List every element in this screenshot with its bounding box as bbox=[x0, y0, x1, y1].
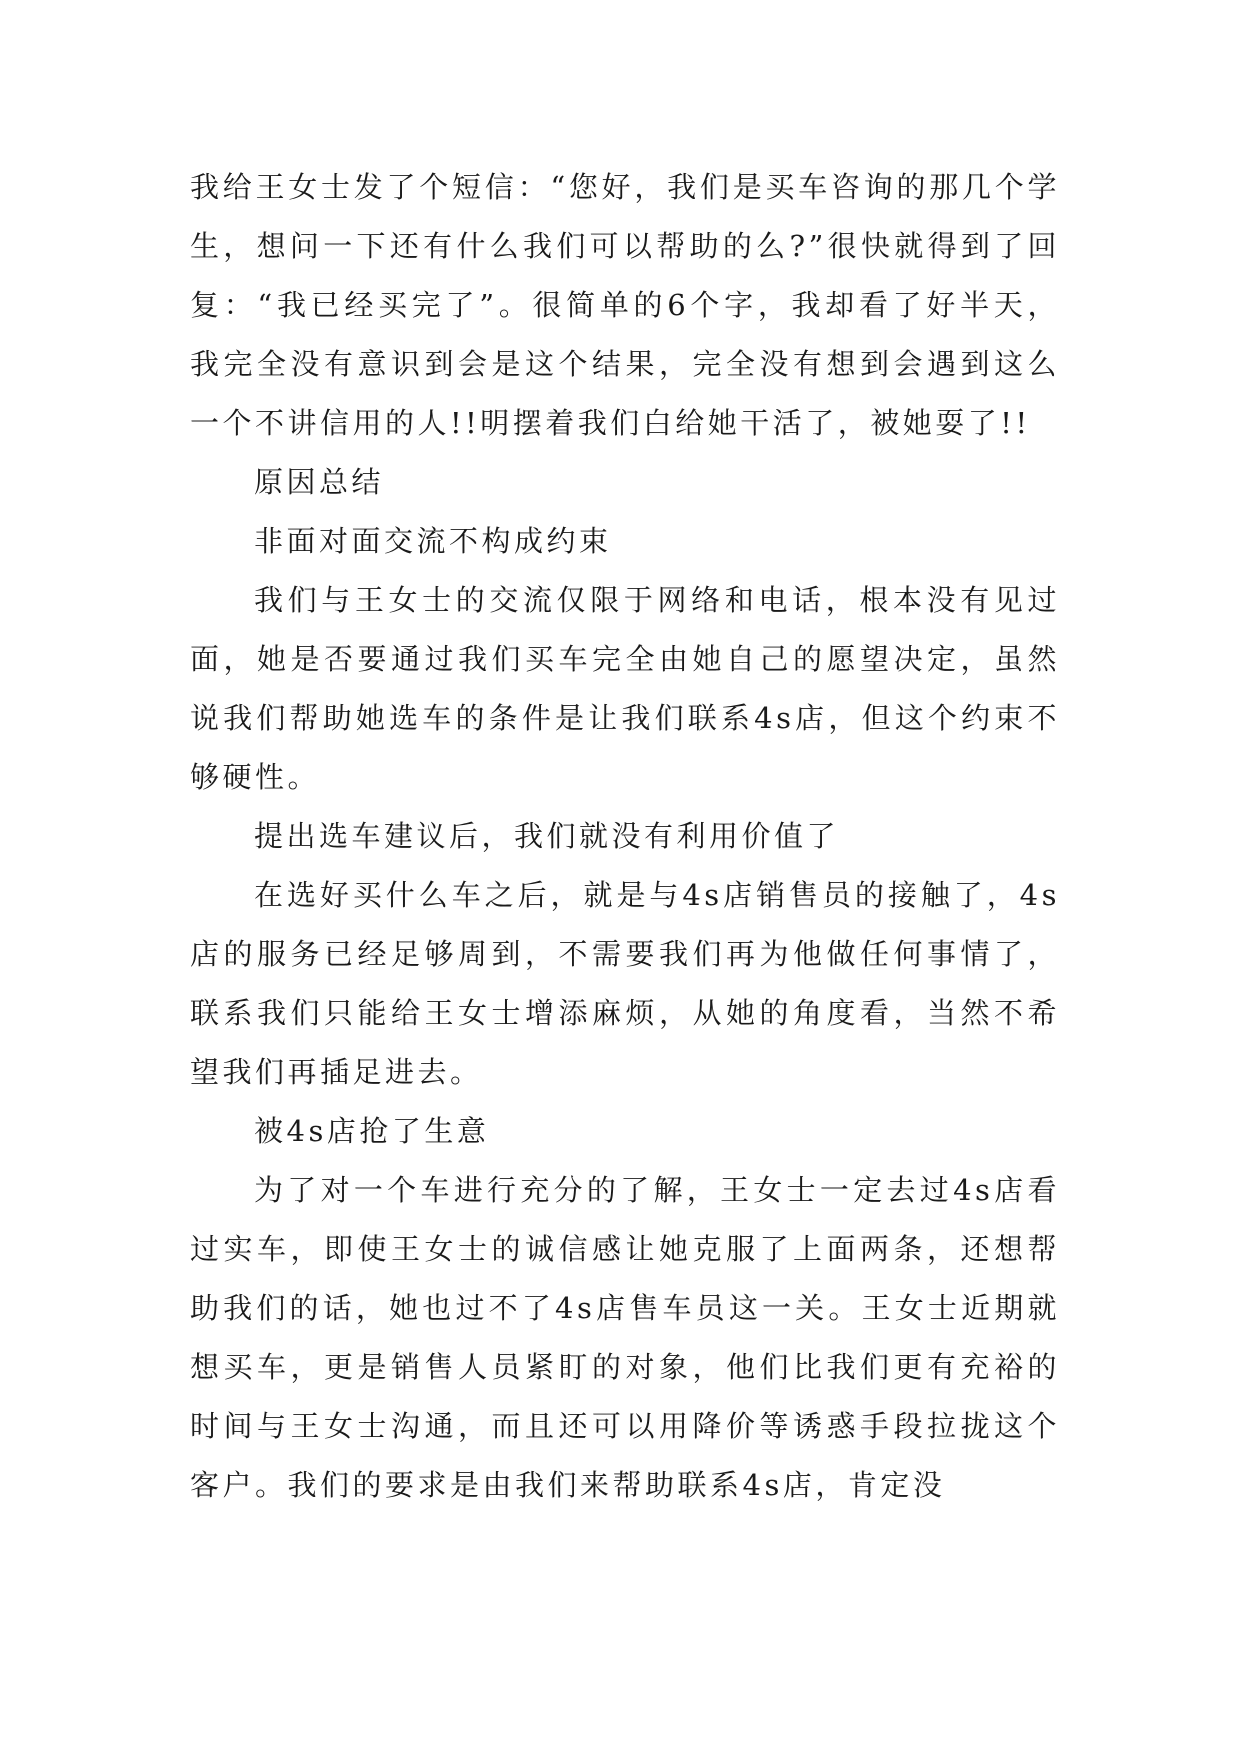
paragraph-4s-store-took-business: 为了对一个车进行充分的了解，王女士一定去过4s店看过实车，即使王女士的诚信感让她克服了上面两条，还想帮助我们的话，她也过不了4s店售车员这一关。王女士近期就想买车，更是销售人员紧盯的对象，他们比我们更有充裕的时间与王女士沟通，而且还可以用降价等诱惑手段拉拢这个客户。我们的要求是由我们来帮助联系4s店，肯定没 bbox=[190, 1173, 1060, 1502]
heading-no-value-after-advice: 提出选车建议后，我们就没有利用价值了 bbox=[254, 819, 840, 853]
paragraph-no-value-after-advice: 在选好买什么车之后，就是与4s店销售员的接触了，4s店的服务已经足够周到，不需要我们再为他做任何事情了，联系我们只能给王女士增添麻烦，从她的角度看，当然不希望我们再插足进去。 bbox=[190, 878, 1060, 1089]
document-body bbox=[190, 158, 1060, 1515]
heading-4s-store-took-business: 被4s店抢了生意 bbox=[254, 1114, 490, 1148]
paragraph-sms-reply: 我给王女士发了个短信：“您好，我们是买车咨询的那几个学生，想问一下还有什么我们可以帮助的么?”很快就得到了回复：“我已经买完了”。很简单的6个字，我却看了好半天，我完全没有意识到会是这个结果，完全没有想到会遇到这么一个不讲信用的人!!明摆着我们白给她干活了，被她耍了!! bbox=[190, 170, 1060, 440]
paragraph-no-face-to-face: 我们与王女士的交流仅限于网络和电话，根本没有见过面，她是否要通过我们买车完全由她自己的愿望决定，虽然说我们帮助她选车的条件是让我们联系4s店，但这个约束不够硬性。 bbox=[190, 583, 1060, 794]
heading-reason-summary: 原因总结 bbox=[254, 465, 385, 499]
heading-no-face-to-face: 非面对面交流不构成约束 bbox=[254, 524, 612, 558]
